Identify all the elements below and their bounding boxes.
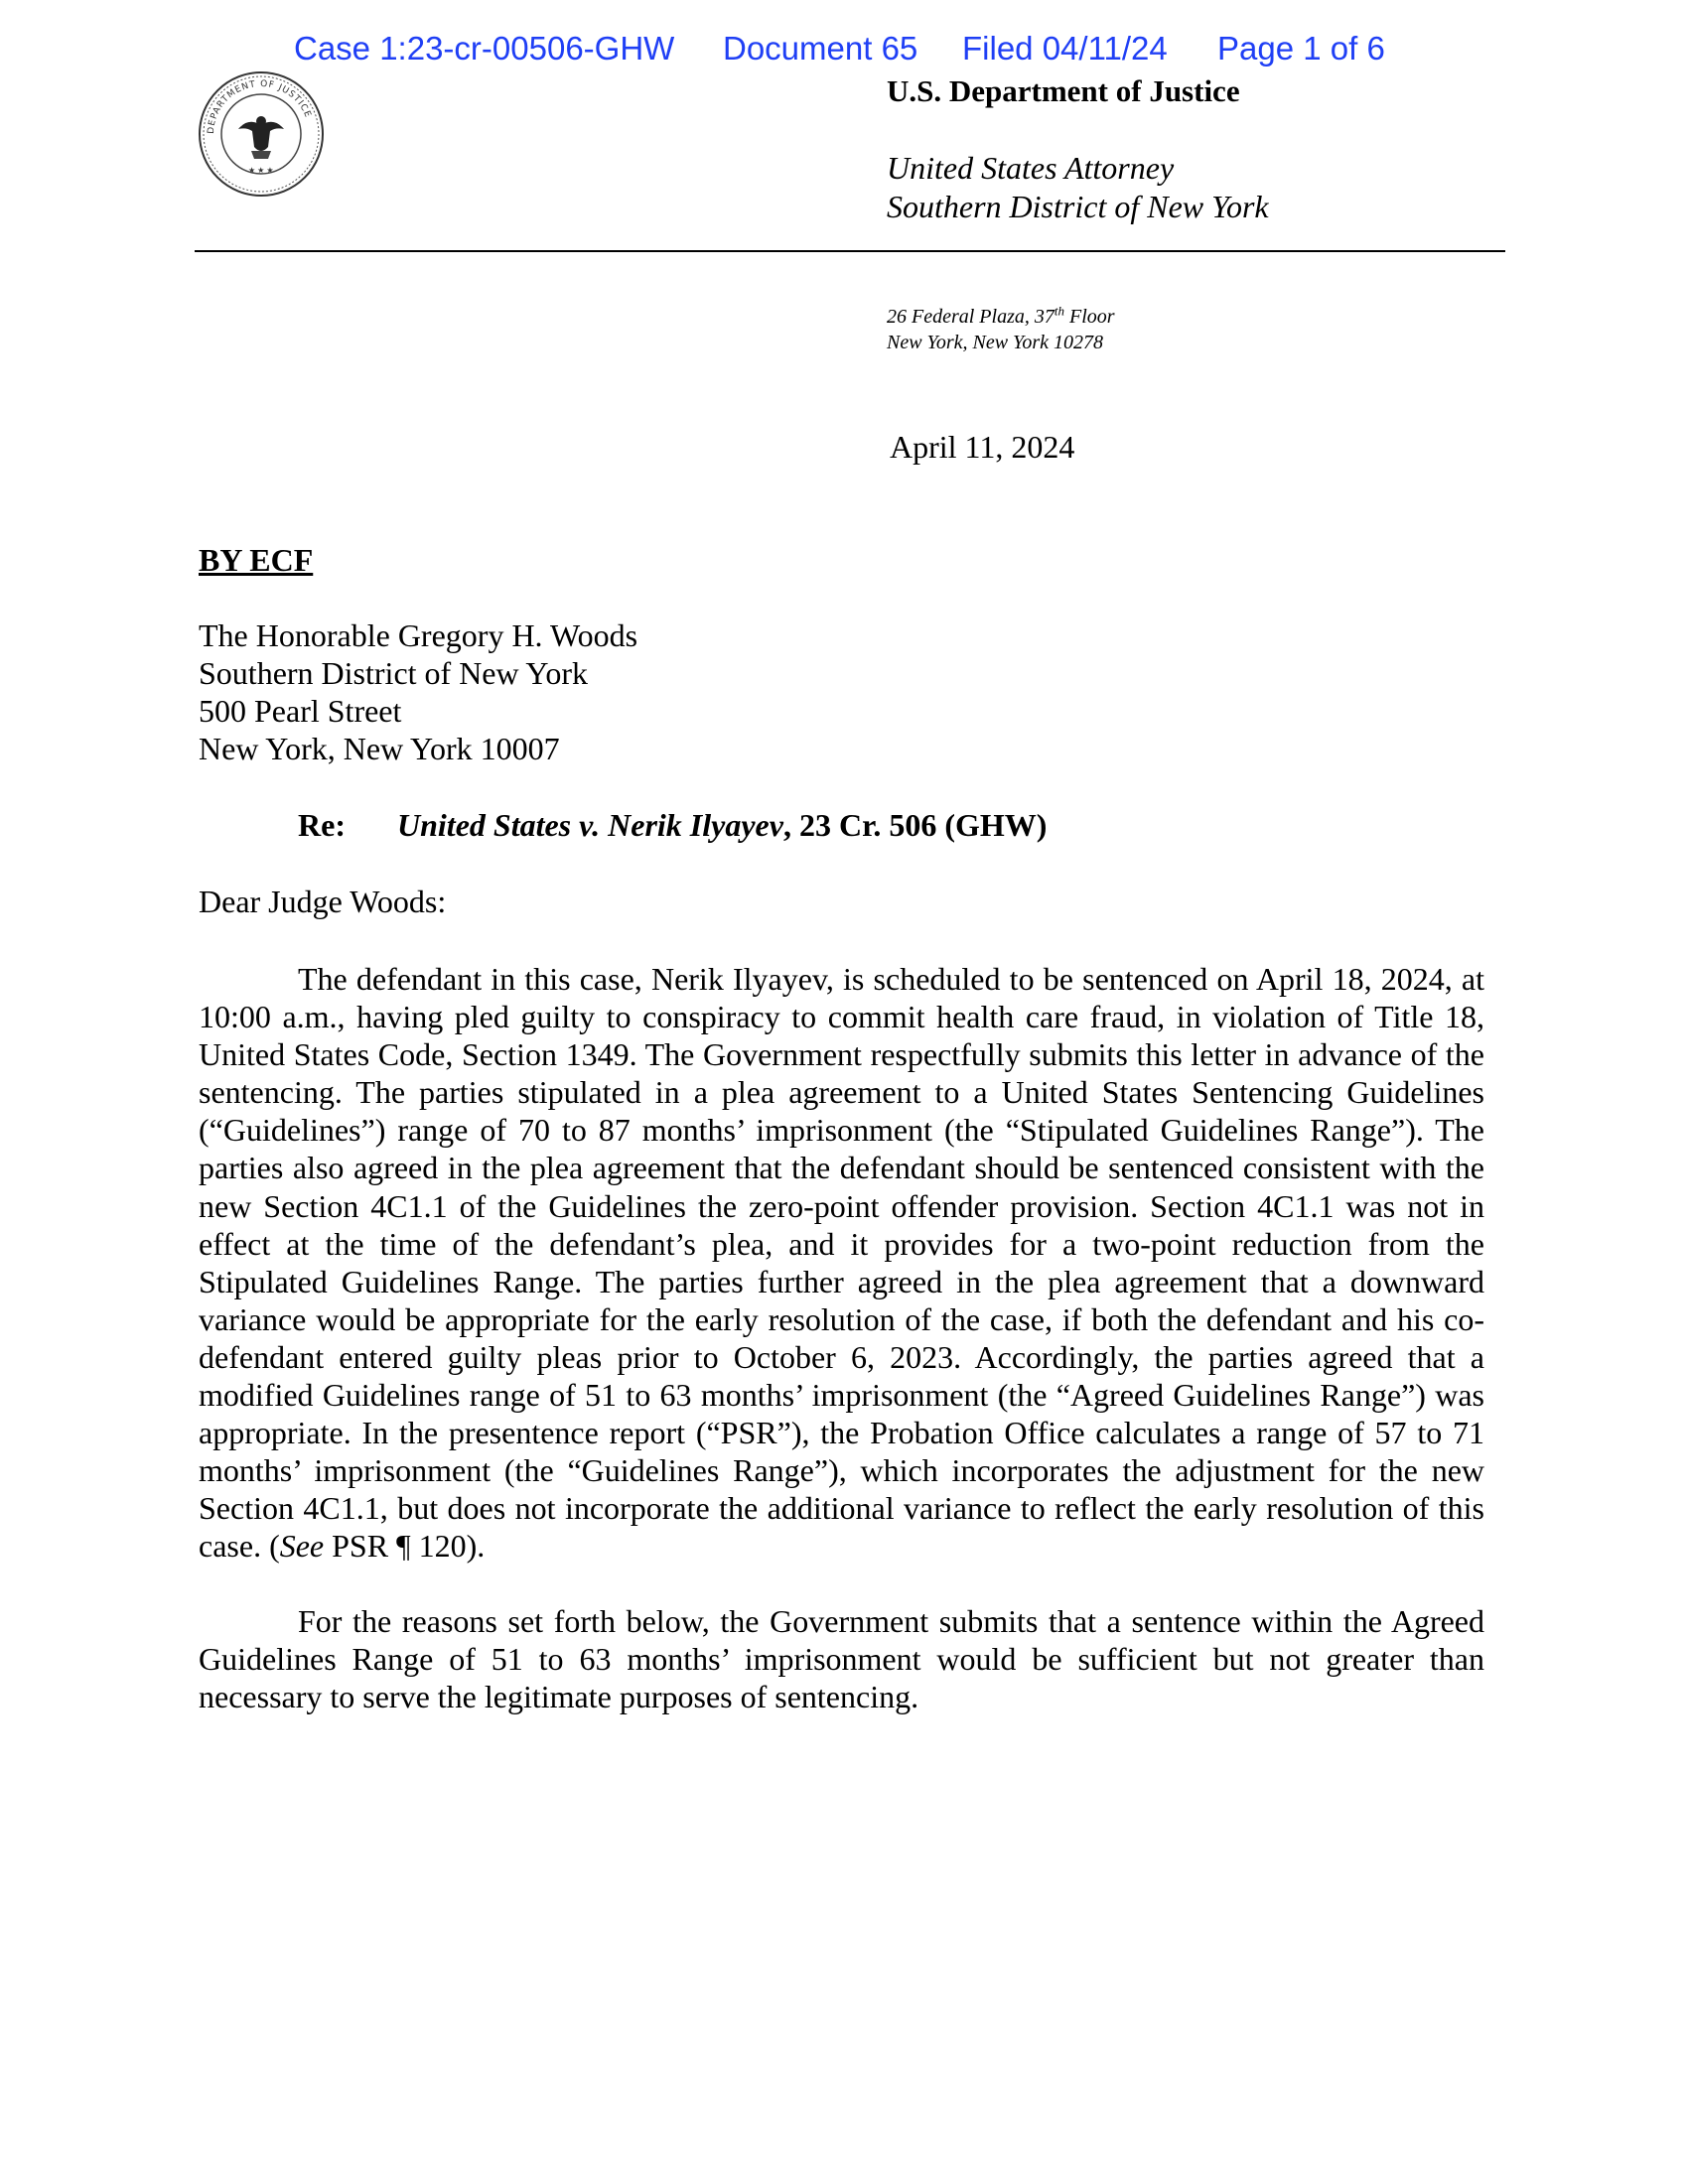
re-case-name: United States v. Nerik Ilyayev xyxy=(397,807,783,843)
letter-date: April 11, 2024 xyxy=(890,429,1075,465)
doj-seal-icon xyxy=(197,69,326,199)
delivery-method: BY ECF xyxy=(199,542,314,578)
re-label: Re: xyxy=(298,807,346,843)
recipient-line: The Honorable Gregory H. Woods xyxy=(199,617,638,653)
letterhead-divider xyxy=(195,250,1505,252)
ecf-case-number: Case 1:23-cr-00506-GHW xyxy=(294,30,675,67)
body-paragraph-1: The defendant in this case, Nerik Ilyayev, is scheduled to be sentenced on April 18, 2024, at 10:00 a.m., having pled guilty to conspiracy to commit health care fraud, in violation of Title 18, United States Code, Section 1349. The Government respectfully submits this letter in advance of the sentencing. The parties stipulated in a plea agreement to a United States Sentencing Guidelines (“Guidelines”) range of 70 to 87 months’ imprisonment (the “Stipulated Guidelines Range”). The parties also agreed in the plea agreement that the defendant should be sentenced consistent with the new Section 4C1.1 of the Guidelines the zero-point offender provision. Section 4C1.1 was not in effect at the time of the defendant’s plea, and it provides for a two-point reduction from the Stipulated Guidelines Range. The parties further agreed in the plea agreement that a downward variance would be appropriate for the early resolution of the case, if both the defendant and his co-defendant entered guilty pleas prior to October 6, 2023. Accordingly, the parties agreed that a modified Guidelines range of 51 to 63 months’ imprisonment (the “Agreed Guidelines Range”) was appropriate. In the presentence report (“PSR”), the Probation Office calculates a range of 57 to 71 months’ imprisonment (the “Guidelines Range”), which incorporates the adjustment for the new Section 4C1.1, but does not incorporate the additional variance to reflect the early resolution of this case. (See PSR ¶ 120). xyxy=(199,961,1484,1565)
recipient-address xyxy=(199,616,637,767)
body-paragraph-2: For the reasons set forth below, the Government submits that a sentence within the Agreed Guidelines Range of 51 to 63 months’ imprisonment would be sufficient but not greater than necessary to serve the legitimate purposes of sentencing. xyxy=(199,1603,1484,1715)
address-line-2: New York, New York 10278 xyxy=(887,332,1104,353)
recipient-line: Southern District of New York xyxy=(199,655,588,691)
office-district: Southern District of New York xyxy=(887,189,1269,224)
address-line-1: 26 Federal Plaza, 37th Floor xyxy=(887,303,1115,328)
office-title: United States Attorney xyxy=(887,150,1175,186)
seal-text: DEPARTMENT OF JUSTICE xyxy=(206,78,313,135)
office-block xyxy=(887,149,1269,226)
re-subject xyxy=(397,807,1047,844)
re-case-number: , 23 Cr. 506 (GHW) xyxy=(782,807,1048,843)
svg-text:★ ★ ★: ★ ★ ★ xyxy=(248,166,274,175)
ecf-page-indicator: Page 1 of 6 xyxy=(1217,30,1385,67)
recipient-line: 500 Pearl Street xyxy=(199,693,402,729)
recipient-line: New York, New York 10007 xyxy=(199,731,560,766)
ecf-filed-date: Filed 04/11/24 xyxy=(962,30,1168,67)
salutation: Dear Judge Woods: xyxy=(199,884,447,919)
office-address xyxy=(887,304,1115,355)
department-name: U.S. Department of Justice xyxy=(887,73,1240,108)
ecf-document-number: Document 65 xyxy=(723,30,918,67)
